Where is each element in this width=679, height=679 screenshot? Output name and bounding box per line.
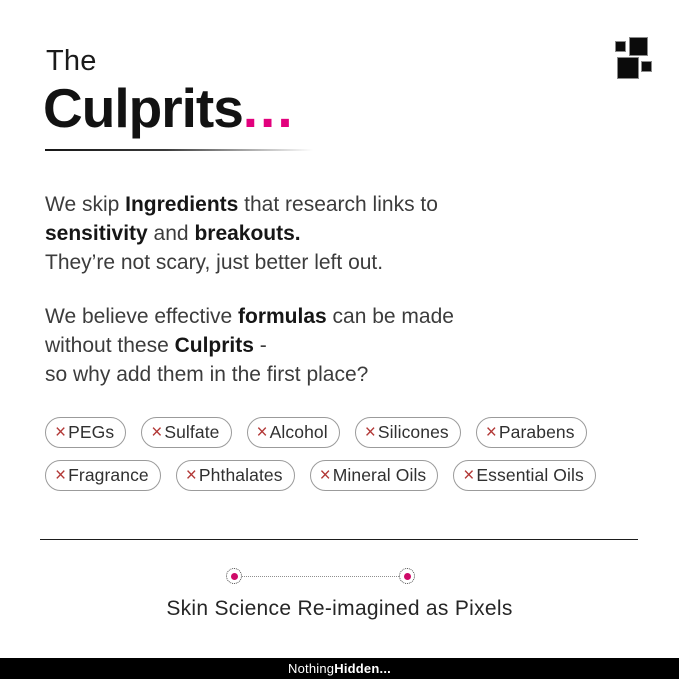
pill-label: PEGs: [68, 422, 115, 442]
pill-label: Parabens: [498, 422, 575, 442]
ingredient-pill: [45, 460, 161, 491]
ingredient-pill-row-2: [45, 460, 596, 491]
x-mark-icon: ×: [364, 422, 376, 443]
logo-square-large-top: [629, 37, 648, 56]
pill-label: Sulfate: [164, 422, 220, 442]
logo-square-small-bottom: [641, 61, 652, 72]
body-text: that research links to: [238, 193, 438, 216]
ingredient-pill: [45, 417, 126, 448]
logo-square-small-top: [615, 41, 626, 52]
x-mark-icon: ×: [55, 465, 67, 486]
emphasis-text: Ingredients: [125, 193, 239, 216]
body-text: They’re not scary, just better left out.: [45, 251, 384, 274]
ingredient-pill: [476, 417, 587, 448]
pill-label: Silicones: [377, 422, 449, 442]
emphasis-text: sensitivity: [45, 222, 148, 245]
x-mark-icon: ×: [256, 422, 268, 443]
pill-label: Mineral Oils: [332, 465, 427, 485]
title-word: Culprits: [43, 77, 243, 139]
ingredient-pill: [310, 460, 439, 491]
pixel-squares-logo-icon: [605, 33, 653, 81]
dotted-ring-left-icon: [226, 568, 242, 584]
emphasis-text: formulas: [238, 305, 327, 328]
emphasis-text: Culprits: [174, 334, 254, 357]
title-ellipsis: ...: [242, 77, 295, 139]
body-text: We believe effective: [45, 305, 238, 328]
x-mark-icon: ×: [319, 465, 331, 486]
kicker-text: The: [46, 45, 97, 77]
ingredient-pill: [247, 417, 340, 448]
ingredient-pill: [141, 417, 231, 448]
pill-label: Essential Oils: [476, 465, 584, 485]
x-mark-icon: ×: [55, 422, 67, 443]
ingredient-pill: [355, 417, 461, 448]
x-mark-icon: ×: [463, 465, 475, 486]
pill-label: Fragrance: [68, 465, 149, 485]
x-mark-icon: ×: [151, 422, 163, 443]
brand-footer-bar: [0, 658, 679, 679]
ingredient-pill-row-1: [45, 417, 587, 448]
ingredient-pill: [453, 460, 596, 491]
pill-label: Alcohol: [269, 422, 328, 442]
dotted-ring-right-icon: [399, 568, 415, 584]
body-text: can be made: [326, 305, 454, 328]
pink-dot-right: [404, 573, 411, 580]
ingredient-pill: [176, 460, 295, 491]
x-mark-icon: ×: [185, 465, 197, 486]
x-mark-icon: ×: [485, 422, 497, 443]
pink-dot-left: [231, 573, 238, 580]
dotted-connector-decoration: [0, 568, 660, 584]
page-title: [43, 76, 295, 140]
paragraph-effective-formulas: [45, 302, 454, 389]
paragraph-skip-ingredients: [45, 190, 438, 277]
emphasis-text: breakouts.: [194, 222, 301, 245]
tagline-text: Skin Science Re-imagined as Pixels: [166, 597, 513, 620]
title-underline: [45, 149, 313, 151]
body-text: -: [253, 334, 267, 357]
section-divider: [40, 539, 638, 540]
body-text: so why add them in the first place?: [45, 363, 369, 386]
dotted-line: [242, 576, 399, 577]
pill-label: Phthalates: [198, 465, 283, 485]
body-text: We skip: [45, 193, 126, 216]
body-text: without these: [45, 334, 175, 357]
body-text: and: [147, 222, 195, 245]
logo-square-large-bottom: [617, 57, 639, 79]
brand-name-bold: Hidden...: [334, 661, 391, 676]
brand-name-regular: Nothing: [288, 661, 335, 676]
